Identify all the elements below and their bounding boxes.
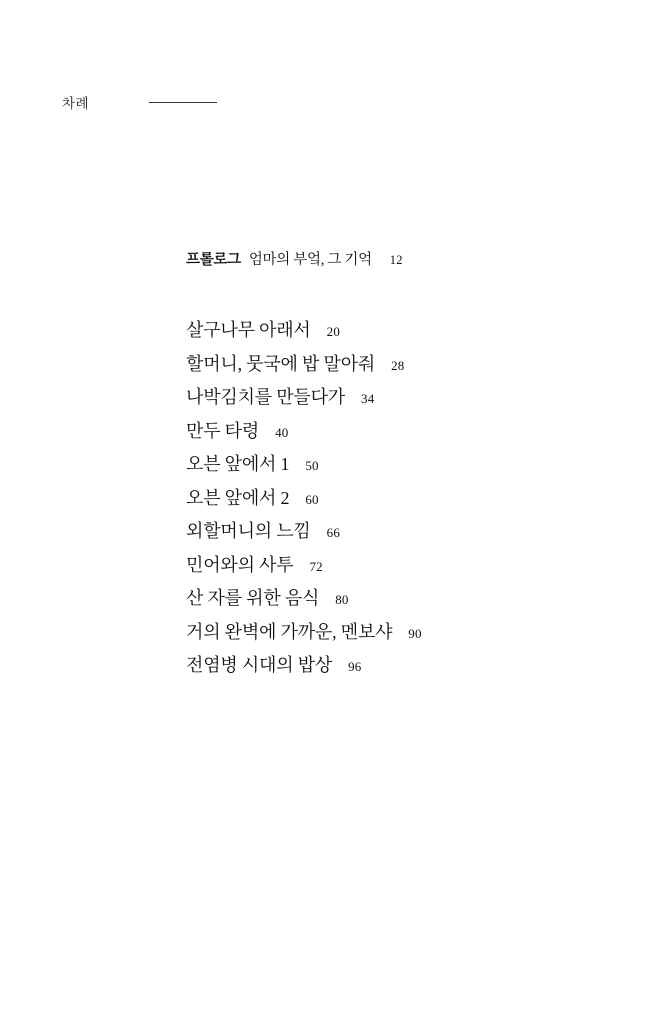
toc-entry-title: 거의 완벽에 가까운, 멘보샤 <box>186 621 393 642</box>
toc-entry-page: 34 <box>361 391 375 406</box>
toc-entry[interactable] <box>186 422 606 440</box>
toc-entry-title: 민어와의 사투 <box>186 554 294 575</box>
toc-entry-title: 전염병 시대의 밥상 <box>186 655 333 675</box>
toc-entry-page: 28 <box>391 357 405 373</box>
toc-entry-title: 오븐 앞에서 1 <box>186 454 290 474</box>
toc-entry-title: 외할머니의 느낌 <box>186 521 311 541</box>
toc-entry[interactable] <box>186 656 606 674</box>
horizontal-rule <box>149 102 217 103</box>
toc-entry-page: 80 <box>335 592 349 607</box>
toc-entry-title: 할머니, 뭇국에 밥 말아줘 <box>186 353 376 374</box>
toc-entry-title: 만두 타령 <box>186 420 260 441</box>
toc-entry[interactable] <box>186 589 606 607</box>
toc-entry-title: 엄마의 부엌, 그 기억 <box>248 252 372 268</box>
toc-entry-page: 60 <box>305 491 319 507</box>
toc-entry-page: 72 <box>309 558 323 574</box>
toc-entry[interactable] <box>186 623 606 641</box>
toc-entry-page: 12 <box>389 253 403 267</box>
toc-entry-list <box>186 248 606 690</box>
toc-entry-prologue[interactable] <box>186 248 606 269</box>
toc-entry[interactable] <box>186 489 606 507</box>
toc-entry[interactable] <box>186 355 606 373</box>
toc-entry-title: 살구나무 아래서 <box>186 320 311 340</box>
toc-entry-page: 96 <box>348 659 362 674</box>
toc-header <box>62 92 217 112</box>
toc-entry-page: 50 <box>305 458 319 473</box>
page-title: 차례 <box>62 96 90 111</box>
toc-entry[interactable] <box>186 522 606 540</box>
toc-entry-page: 90 <box>408 625 422 641</box>
toc-entry-page: 20 <box>326 324 341 339</box>
toc-entry[interactable] <box>186 388 606 406</box>
toc-entry-prefix: 프롤로그 <box>186 252 241 268</box>
toc-entry-title: 오븐 앞에서 2 <box>186 487 290 508</box>
toc-entry-title: 나박김치를 만들다가 <box>186 387 345 407</box>
toc-entry[interactable] <box>186 455 606 473</box>
toc-entry-page: 40 <box>275 424 289 440</box>
toc-entry-title: 산 자를 위한 음식 <box>186 588 320 608</box>
toc-entry-page: 66 <box>326 525 341 540</box>
toc-entry[interactable] <box>186 321 606 339</box>
toc-entry[interactable] <box>186 556 606 574</box>
